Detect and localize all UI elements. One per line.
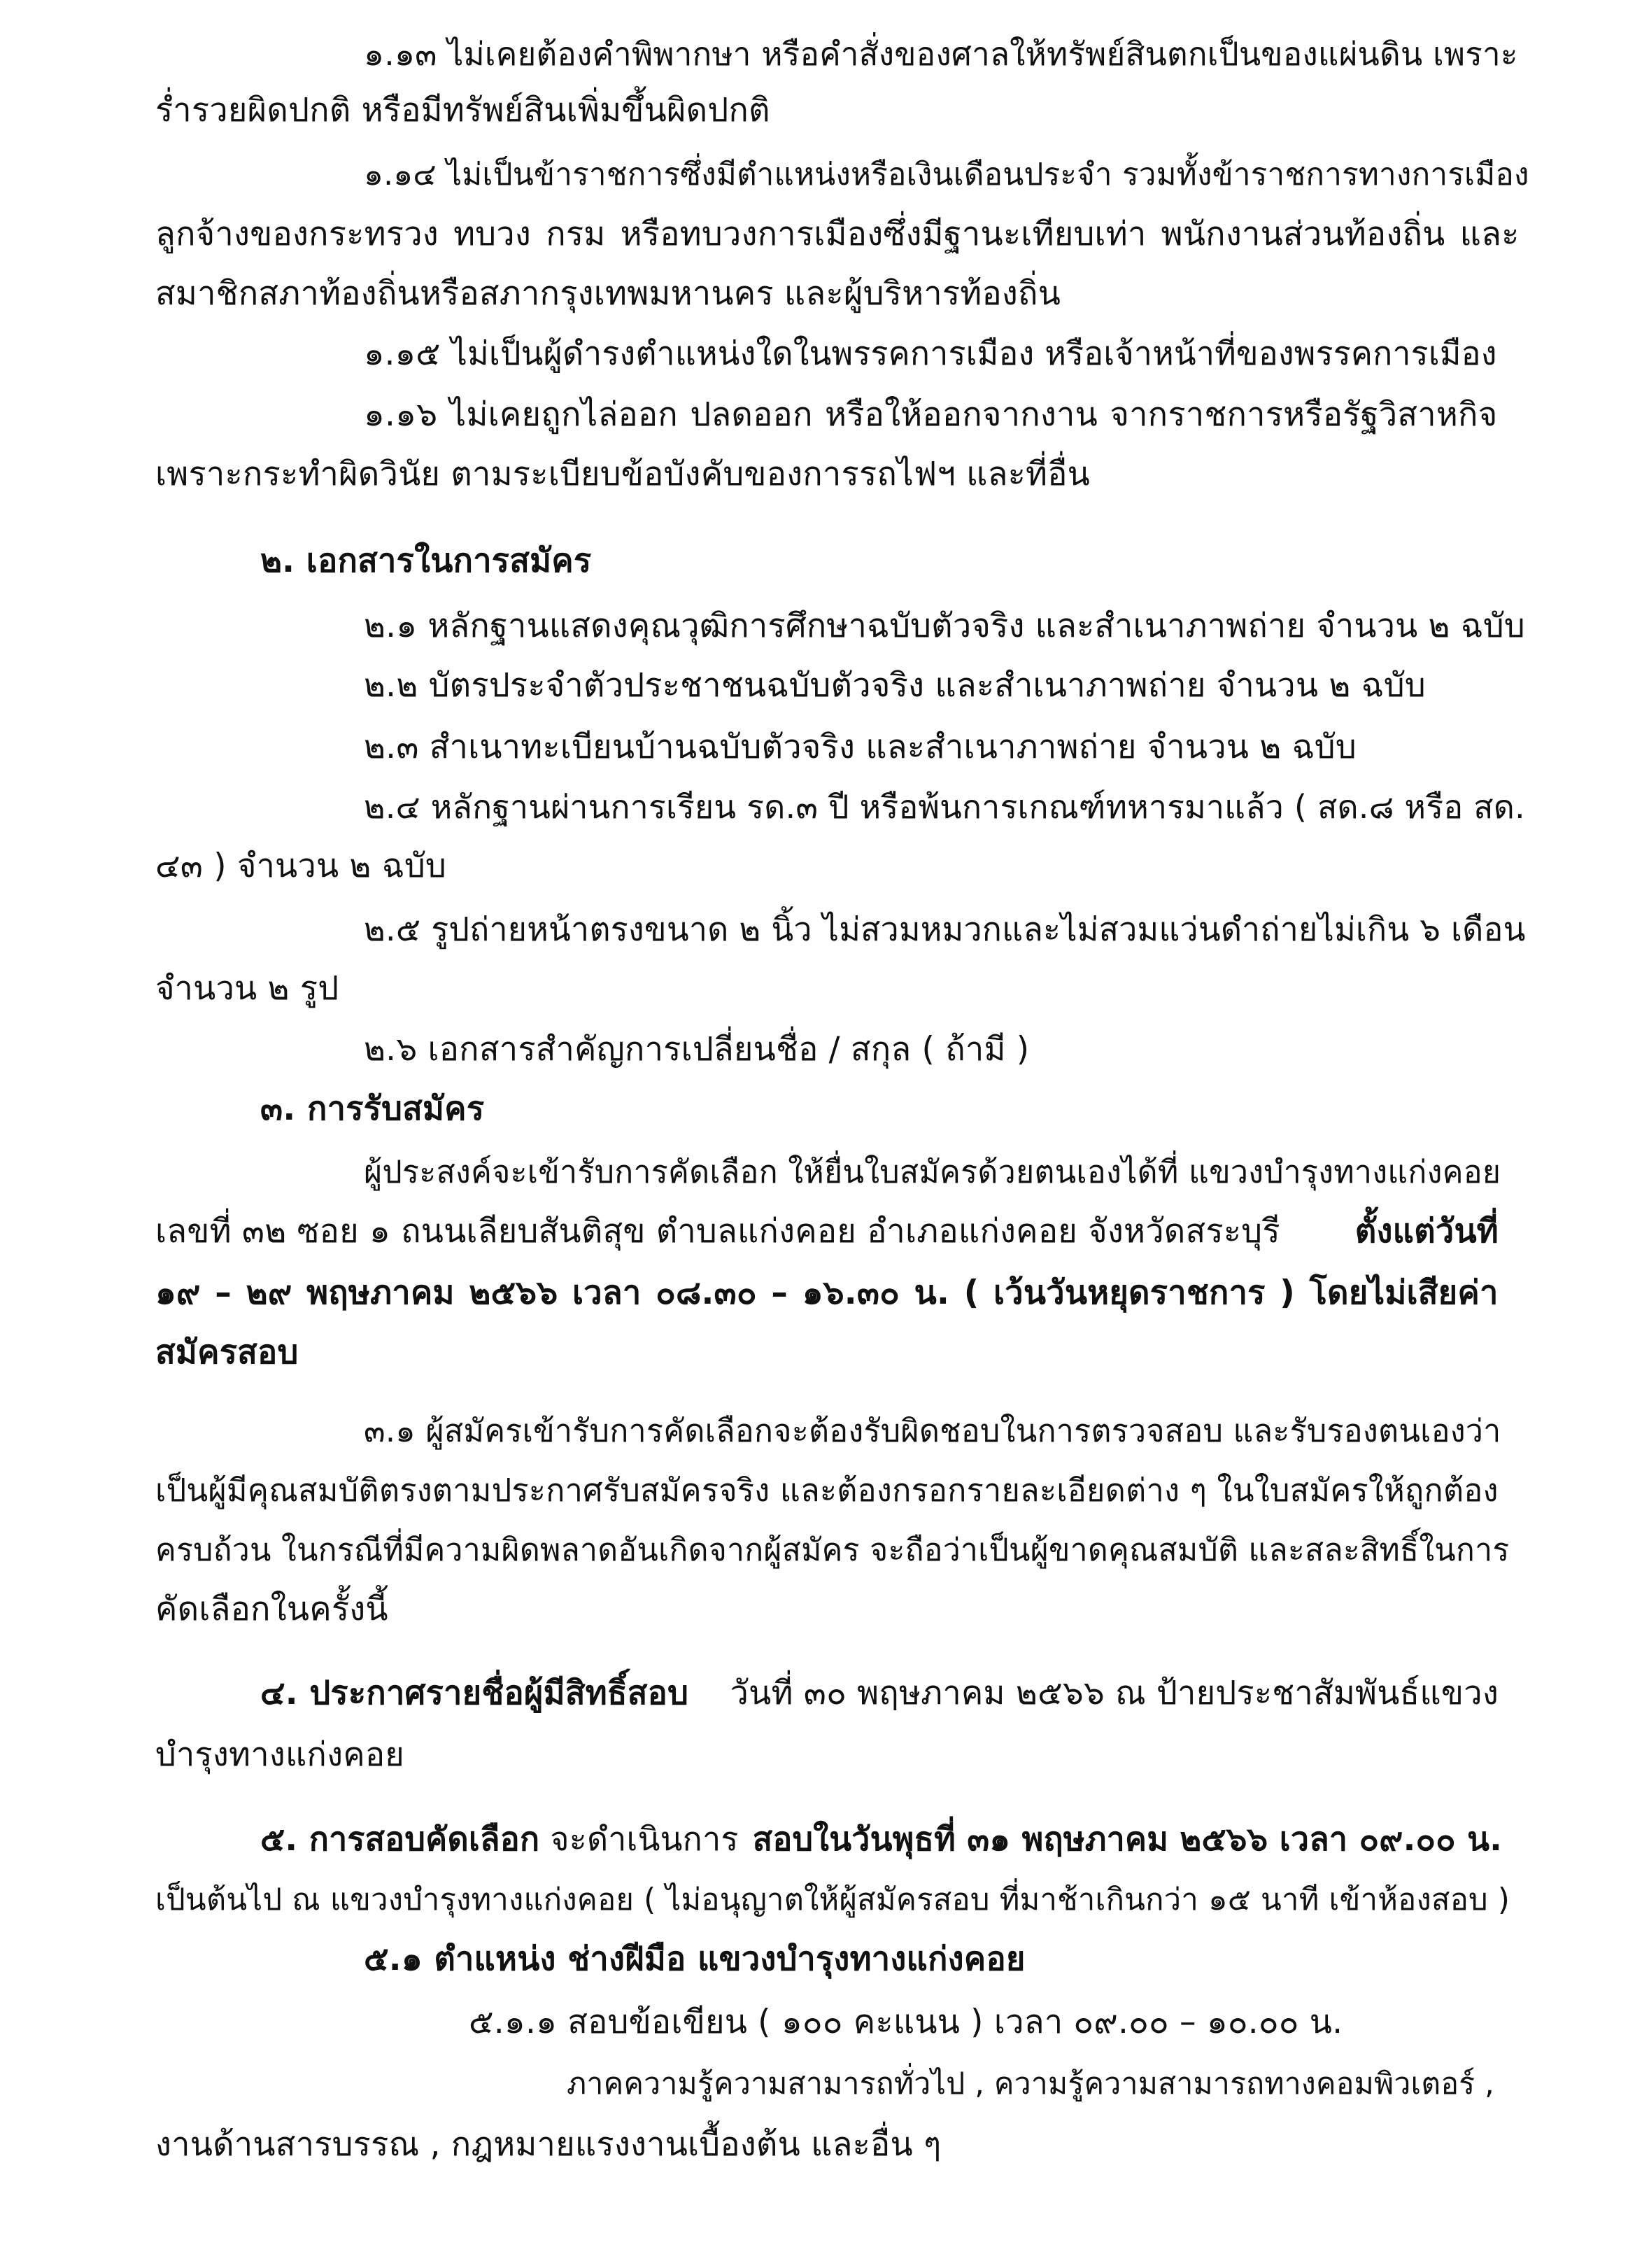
section-5-line-2: เป็นต้นไป ณ แขวงบำรุงทางแก่งคอย ( ไม่อนุญาตให้ผู้สมัครสอบ ที่มาช้าเกินกว่า ๑๕ นาที เข้าห้องสอบ ) [155,1882,1510,1917]
exam-5-1-1: ๕.๑.๑ สอบข้อเขียน ( ๑๐๐ คะแนน ) เวลา ๐๙.๐๐ – ๑๐.๐๐ น. [469,2003,1343,2041]
doc-2-5-line-1: ๒.๕ รูปถ่ายหน้าตรงขนาด ๒ นิ้ว ไม่สวมหมวกและไม่สวมแว่นดำถ่ายไม่เกิน ๖ เดือน [364,910,1526,948]
rule-3-1-line-2: เป็นผู้มีคุณสมบัติตรงตามประกาศรับสมัครจริง และต้องกรอกรายละเอียดต่าง ๆ ในใบสมัครให้ถูกต้อง [155,1472,1499,1509]
section-3-para-line-1: ผู้ประสงค์จะเข้ารับการคัดเลือก ให้ยื่นใบสมัครด้วยตนเองได้ที่ แขวงบำรุงทางแก่งคอย [364,1153,1501,1190]
qual-1-16-line-2: เพราะกระทำผิดวินัย ตามระเบียบข้อบังคับของการรถไฟฯ และที่อื่น [155,455,1090,493]
qual-1-15: ๑.๑๕ ไม่เป็นผู้ดำรงตำแหน่งใดในพรรคการเมือง หรือเจ้าหน้าที่ของพรรคการเมือง [364,334,1497,372]
qual-1-16-line-1: ๑.๑๖ ไม่เคยถูกไล่ออก ปลดออก หรือให้ออกจากงาน จากราชการหรือรัฐวิสาหกิจ [364,395,1498,434]
section-3-para-line-4: สมัครสอบ [155,1333,299,1372]
section-4-line-2: บำรุงทางแก่งคอย [155,1735,405,1774]
rule-3-1-line-3: ครบถ้วน ในกรณีที่มีความผิดพลาดอันเกิดจากผู้สมัคร จะถือว่าเป็นผู้ขาดคุณสมบัติ และสละสิทธิ์ในการ [155,1532,1510,1568]
qual-1-14-line-3: สมาชิกสภาท้องถิ่นหรือสภากรุงเทพมหานคร และผู้บริหารท้องถิ่น [155,274,1061,313]
section-2-heading: ๒. เอกสารในการสมัคร [260,542,592,580]
section-3-para-line-2 [155,1211,1499,1253]
doc-2-4-line-2: ๔๓ ) จำนวน ๒ ฉบับ [155,847,447,885]
doc-2-2: ๒.๒ บัตรประจำตัวประชาชนฉบับตัวจริง และสำเนาภาพถ่าย จำนวน ๒ ฉบับ [364,666,1426,705]
section-3-para-line-3: ๑๙ – ๒๙ พฤษภาคม ๒๕๖๖ เวลา ๐๘.๓๐ – ๑๖.๓๐ น. ( เว้นวันหยุดราชการ ) โดยไม่เสียค่า [155,1274,1499,1312]
exam-5-1-1-subjects-line-2: งานด้านสารบรรณ , กฎหมายแรงงานเบื้องต้น และอื่น ๆ [155,2125,942,2164]
section-4-line-1 [260,1672,1499,1714]
doc-2-4-line-1: ๒.๔ หลักฐานผ่านการเรียน รด.๓ ปี หรือพ้นการเกณฑ์ทหารมาแล้ว ( สด.๘ หรือ สด. [364,788,1525,826]
section-3-date-start: ตั้งแต่วันที่ [1354,1212,1499,1251]
section-4-detail: วันที่ ๓๐ พฤษภาคม ๒๕๖๖ ณ ป้ายประชาสัมพันธ์แขวง [730,1674,1499,1712]
rule-3-1-line-4: คัดเลือกในครั้งนี้ [155,1590,388,1628]
section-5-mid: จะดำเนินการ [550,1820,739,1858]
qual-1-13-line-1: ๑.๑๓ ไม่เคยต้องคำพิพากษา หรือคำสั่งของศาลให้ทรัพย์สินตกเป็นของแผ่นดิน เพราะ [364,36,1518,73]
section-5-line-1 [260,1818,1502,1860]
qual-1-14-line-1: ๑.๑๔ ไม่เป็นข้าราชการซึ่งมีตำแหน่งหรือเงินเดือนประจำ รวมทั้งข้าราชการทางการเมือง [364,157,1529,192]
rule-3-1-line-1: ๓.๑ ผู้สมัครเข้ารับการคัดเลือกจะต้องรับผิดชอบในการตรวจสอบ และรับรองตนเองว่า [364,1412,1501,1449]
section-5-exam-date: สอบในวันพุธที่ ๓๑ พฤษภาคม ๒๕๖๖ เวลา ๐๙.๐๐ น. [752,1820,1502,1858]
section-5-heading: ๕. การสอบคัดเลือก [260,1820,540,1858]
doc-2-6: ๒.๖ เอกสารสำคัญการเปลี่ยนชื่อ / สกุล ( ถ้ามี ) [364,1030,1030,1069]
qual-1-14-line-2: ลูกจ้างของกระทรวง ทบวง กรม หรือทบวงการเมืองซึ่งมีฐานะเทียบเท่า พนักงานส่วนท้องถิ่น และ [155,215,1520,253]
doc-2-3: ๒.๓ สำเนาทะเบียนบ้านฉบับตัวจริง และสำเนาภาพถ่าย จำนวน ๒ ฉบับ [364,728,1357,766]
section-4-heading: ๔. ประกาศรายชื่อผู้มีสิทธิ์สอบ [260,1674,689,1712]
position-5-1: ๕.๑ ตำแหน่ง ช่างฝีมือ แขวงบำรุงทางแก่งคอย [364,1940,1026,1978]
exam-5-1-1-subjects-line-1: ภาคความรู้ความสามารถทั่วไป , ความรู้ความสามารถทางคอมพิวเตอร์ , [567,2066,1494,2101]
qual-1-13-line-2: ร่ำรวยผิดปกติ หรือมีทรัพย์สินเพิ่มขึ้นผิดปกติ [155,91,770,129]
section-3-heading: ๓. การรับสมัคร [260,1090,485,1128]
doc-2-5-line-2: จำนวน ๒ รูป [155,969,339,1008]
doc-2-1: ๒.๑ หลักฐานแสดงคุณวุฒิการศึกษาฉบับตัวจริง และสำเนาภาพถ่าย จำนวน ๒ ฉบับ [364,607,1525,645]
section-3-address: เลขที่ ๓๒ ซอย ๑ ถนนเลียบสันติสุข ตำบลแก่งคอย อำเภอแก่งคอย จังหวัดสระบุรี [155,1212,1280,1251]
